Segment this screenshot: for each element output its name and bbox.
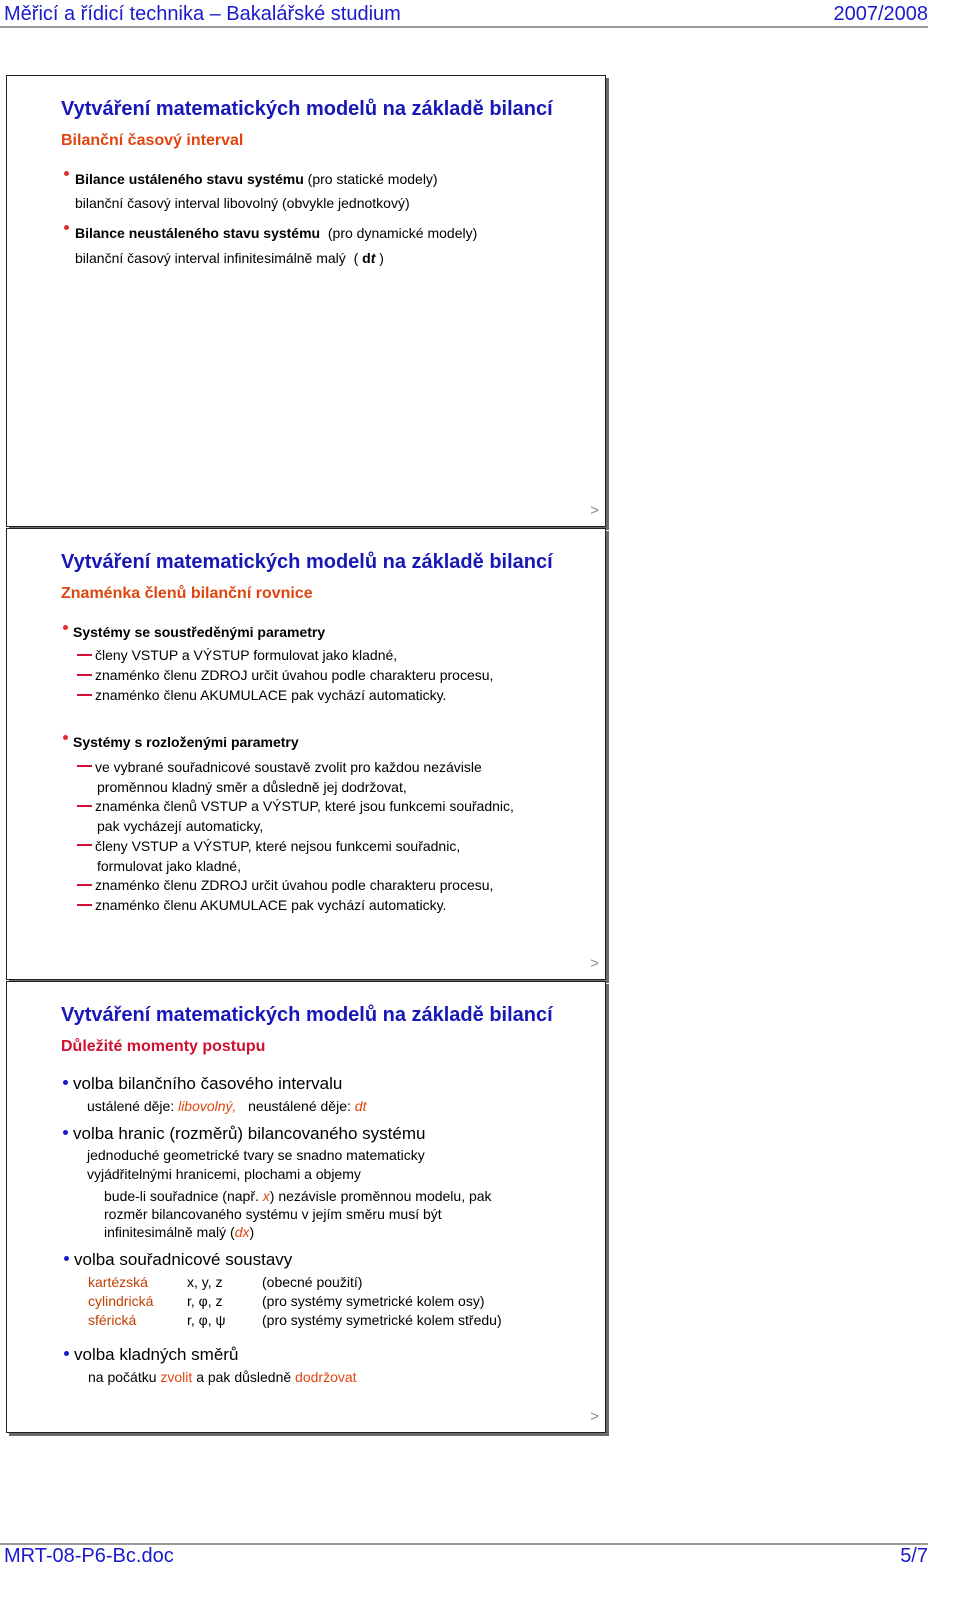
bullet-icon (64, 1256, 69, 1261)
next-slide-arrow[interactable]: > (590, 955, 599, 972)
group-heading: Systémy se soustředěnými parametry (73, 624, 326, 640)
coord-vars: r, φ, z (187, 1293, 223, 1309)
list-item: ve vybrané souřadnicové soustavě zvolit pro každou nezávisle (95, 759, 482, 775)
footer-page-number: 5/7 (900, 1545, 928, 1567)
bullet-icon (64, 1351, 69, 1356)
list-item: znaménko členu ZDROJ určit úvahou podle charakteru procesu, (95, 667, 494, 683)
list-item: znaménka členů VSTUP a VÝSTUP, které jsou funkcemi souřadnic, (95, 798, 514, 814)
point-subdetail: bude-li souřadnice (např. x) nezávisle proměnnou modelu, pak (104, 1188, 492, 1204)
point-subdetail: rozměr bilancovaného systému v jejím směru musí být (104, 1206, 442, 1222)
bullet-detail: bilanční časový interval libovolný (obvykle jednotkový) (75, 195, 410, 211)
dash-icon (77, 884, 92, 886)
point-heading: volba hranic (rozměrů) bilancovaného systému (73, 1124, 426, 1143)
coord-vars: x, y, z (187, 1274, 223, 1290)
point-detail: vyjádřitelnými hranicemi, plochami a objemy (87, 1166, 361, 1182)
coord-name: sférická (88, 1312, 137, 1328)
header-year: 2007/2008 (833, 3, 928, 25)
coord-note: (pro systémy symetrické kolem osy) (262, 1293, 485, 1309)
coord-name: cylindrická (88, 1293, 154, 1309)
header-title: Měřicí a řídicí technika – Bakalářské studium (4, 3, 401, 25)
coord-note: (obecné použití) (262, 1274, 363, 1290)
list-item-cont: formulovat jako kladné, (97, 858, 241, 874)
footer-filename: MRT-08-P6-Bc.doc (4, 1545, 174, 1567)
group-heading: Systémy s rozloženými parametry (73, 734, 299, 750)
bullet-icon (63, 1130, 68, 1135)
slide-subtitle: Znaménka členů bilanční rovnice (61, 585, 313, 602)
slide-2 (6, 528, 606, 980)
dash-icon (77, 694, 92, 696)
list-item: znaménko členu AKUMULACE pak vychází automaticky. (95, 687, 447, 703)
next-slide-arrow[interactable]: > (590, 502, 599, 519)
bullet-icon (64, 171, 69, 176)
slide-title: Vytváření matematických modelů na základě bilancí (61, 551, 553, 573)
slide-title: Vytváření matematických modelů na základě bilancí (61, 98, 553, 120)
list-item-cont: proměnnou kladný směr a důsledně jej dodržovat, (97, 779, 407, 795)
slide-title: Vytváření matematických modelů na základě bilancí (61, 1004, 553, 1026)
coord-vars: r, φ, ψ (187, 1312, 226, 1328)
header-divider (0, 26, 928, 28)
next-slide-arrow[interactable]: > (590, 1408, 599, 1425)
slide-3 (6, 981, 606, 1433)
dash-icon (77, 805, 92, 807)
dash-icon (77, 904, 92, 906)
coord-name: kartézská (88, 1274, 148, 1290)
bullet-text: Bilance neustáleného stavu systému (pro dynamické modely) (75, 225, 478, 241)
list-item: znaménko členu ZDROJ určit úvahou podle charakteru procesu, (95, 877, 494, 893)
list-item: členy VSTUP a VÝSTUP, které nejsou funkcemi souřadnic, (95, 838, 461, 854)
dash-icon (77, 674, 92, 676)
point-detail: ustálené děje: libovolný, neustálené děje: dt (87, 1098, 367, 1114)
bullet-icon (63, 735, 68, 740)
list-item: členy VSTUP a VÝSTUP formulovat jako kladné, (95, 647, 398, 663)
list-item-cont: pak vycházejí automaticky, (97, 818, 264, 834)
dash-icon (77, 654, 92, 656)
bullet-icon (63, 625, 68, 630)
slide-subtitle: Bilanční časový interval (61, 132, 244, 149)
point-heading: volba kladných směrů (74, 1345, 239, 1364)
point-subdetail: infinitesimálně malý (dx) (104, 1224, 255, 1240)
point-detail: jednoduché geometrické tvary se snadno matematicky (87, 1147, 425, 1163)
dash-icon (77, 765, 92, 767)
bullet-icon (64, 225, 69, 230)
point-detail: na počátku zvolit a pak důsledně dodržovat (88, 1369, 357, 1385)
slide-subtitle: Důležité momenty postupu (61, 1038, 266, 1055)
slide-1 (6, 75, 606, 527)
bullet-text: Bilance ustáleného stavu systému (pro statické modely) (75, 171, 438, 187)
point-heading: volba souřadnicové soustavy (74, 1250, 293, 1269)
list-item: znaménko členu AKUMULACE pak vychází automaticky. (95, 897, 447, 913)
point-heading: volba bilančního časového intervalu (73, 1074, 343, 1093)
coord-note: (pro systémy symetrické kolem středu) (262, 1312, 502, 1328)
bullet-icon (63, 1080, 68, 1085)
bullet-detail: bilanční časový interval infinitesimálně malý ( dt ) (75, 250, 384, 266)
dash-icon (77, 844, 92, 846)
page-header (4, 3, 928, 27)
